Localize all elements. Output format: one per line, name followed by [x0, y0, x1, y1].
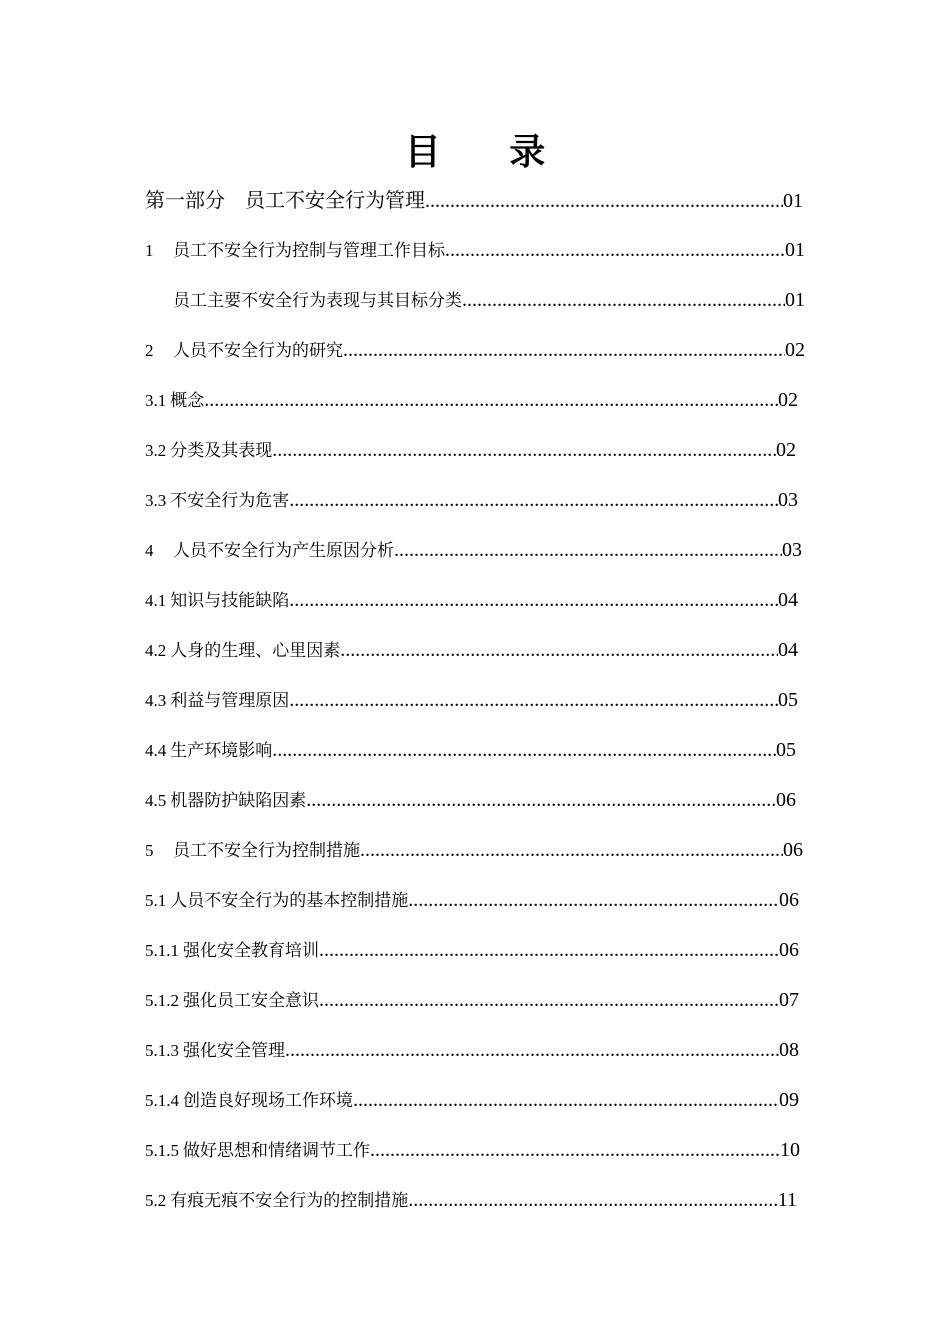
toc-entry-number: 5.1.4: [145, 1091, 179, 1110]
toc-page-number: 02: [776, 439, 796, 461]
toc-entry-4-4[interactable]: [145, 736, 796, 765]
toc-leader-dots: [289, 486, 778, 514]
toc-page-number: 07: [779, 989, 799, 1011]
toc-leader-dots: [289, 586, 778, 614]
toc-page-number: 03: [782, 539, 802, 561]
toc-entry-number: 5.1: [145, 891, 167, 910]
toc-page-number: 03: [778, 489, 798, 511]
toc-entry-text: 强化安全教育培训: [183, 941, 319, 961]
toc-entry-text: 不安全行为危害: [170, 491, 290, 511]
toc-page-number: 09: [779, 1089, 799, 1111]
toc-entry-4-1[interactable]: [145, 586, 798, 615]
toc-entry-number: 5.1.2: [145, 991, 179, 1010]
toc-page-number: 05: [776, 739, 796, 761]
toc-entry-text: 第一部分 员工不安全行为管理: [145, 188, 425, 212]
toc-entry-text: 做好思想和情绪调节工作: [183, 1141, 370, 1161]
toc-leader-dots: [408, 1186, 777, 1214]
toc-page-number: 11: [777, 1189, 797, 1211]
toc-entry-5-1-5[interactable]: [145, 1136, 800, 1165]
toc-entry-number: 4.3: [145, 691, 167, 710]
toc-entry-5-1-2[interactable]: [145, 986, 799, 1015]
toc-entry-4-3[interactable]: [145, 686, 798, 715]
toc-entry-number: 4.5: [145, 791, 167, 810]
toc-entry-number: 4.2: [145, 641, 167, 660]
toc-entry-number: 4: [145, 541, 154, 560]
toc-entry-number: 3.1: [145, 391, 167, 410]
toc-entry-text: 概念: [170, 391, 205, 411]
toc-entry-number: 5.1.5: [145, 1141, 179, 1160]
toc-page-number: 04: [778, 589, 798, 611]
toc-entry-5-1-1[interactable]: [145, 936, 799, 965]
toc-title: 目 录: [404, 131, 574, 173]
toc-page-number: 05: [778, 689, 798, 711]
toc-entry-text: 员工不安全行为控制与管理工作目标: [173, 241, 445, 261]
toc-entry-3-2[interactable]: [145, 436, 796, 465]
toc-leader-dots: [272, 736, 776, 764]
toc-entry-text: 知识与技能缺陷: [170, 591, 290, 611]
toc-entry-number: 5.2: [145, 1191, 167, 1210]
toc-entry-5-1-4[interactable]: [145, 1086, 799, 1115]
toc-entry-4-5[interactable]: [145, 786, 796, 815]
toc-entry-text: 人员不安全行为产生原因分析: [173, 541, 394, 561]
toc-page-number: 04: [778, 639, 798, 661]
toc-entry-text: 生产环境影响: [170, 741, 273, 761]
toc-entry-text: 人员不安全行为的研究: [173, 341, 343, 361]
toc-entry-number: 5: [145, 841, 154, 860]
toc-entry-number: 1: [145, 241, 154, 260]
toc-entry-number: 5.1.3: [145, 1041, 179, 1060]
toc-page-number: 02: [778, 389, 798, 411]
toc-entry-text: 利益与管理原因: [170, 691, 290, 711]
toc-entry-text: 有痕无痕不安全行为的控制措施: [170, 1191, 409, 1211]
toc-page-number: 01: [785, 239, 805, 261]
toc-leader-dots: [285, 1036, 779, 1064]
toc-entry-text: 分类及其表现: [170, 441, 273, 461]
toc-entry-3-1[interactable]: [145, 386, 798, 415]
toc-entry-number: 3.2: [145, 441, 167, 460]
toc-entry-number: 3.3: [145, 491, 167, 510]
toc-leader-dots: [462, 286, 785, 314]
toc-page-number: 10: [780, 1139, 800, 1161]
toc-page-number: 02: [785, 339, 805, 361]
toc-leader-dots: [360, 836, 783, 864]
toc-leader-dots: [319, 986, 779, 1014]
toc-entry-part-1[interactable]: [145, 186, 803, 215]
toc-entry-text: 机器防护缺陷因素: [170, 791, 307, 811]
toc-entry-1[interactable]: [145, 236, 805, 265]
toc-page-number: 06: [783, 839, 803, 861]
toc-entry-5[interactable]: [145, 836, 803, 865]
toc-entry-text: 人身的生理、心里因素: [170, 641, 341, 661]
toc-entry-text: 强化安全管理: [183, 1041, 285, 1061]
toc-page-number: 06: [779, 939, 799, 961]
toc-page-number: 06: [779, 889, 799, 911]
toc-leader-dots: [408, 886, 779, 914]
toc-entry-5-2[interactable]: [145, 1186, 797, 1215]
toc-leader-dots: [340, 636, 778, 664]
toc-entry-2[interactable]: [145, 336, 805, 365]
toc-entry-4[interactable]: [145, 536, 802, 565]
toc-entry-number: 2: [145, 341, 154, 360]
toc-entry-4-2[interactable]: [145, 636, 798, 665]
toc-entry-3-3[interactable]: [145, 486, 798, 515]
toc-page-number: 06: [776, 789, 796, 811]
toc-leader-dots: [272, 436, 776, 464]
toc-entry-text: 人员不安全行为的基本控制措施: [170, 891, 409, 911]
toc-entry-number: 4.4: [145, 741, 167, 760]
toc-leader-dots: [289, 686, 778, 714]
toc-leader-dots: [394, 536, 782, 564]
toc-leader-dots: [306, 786, 776, 814]
toc-entry-5-1-3[interactable]: [145, 1036, 799, 1065]
toc-entry-5-1[interactable]: [145, 886, 799, 915]
toc-entry-number: 4.1: [145, 591, 167, 610]
toc-leader-dots: [319, 936, 779, 964]
toc-page-number: 08: [779, 1039, 799, 1061]
toc-entry-text: 强化员工安全意识: [183, 991, 319, 1011]
toc-leader-dots: [204, 386, 778, 414]
toc-leader-dots: [353, 1086, 779, 1114]
toc-entry-text: 员工不安全行为控制措施: [173, 841, 360, 861]
toc-page-number: 01: [785, 289, 805, 311]
toc-leader-dots: [343, 336, 785, 364]
toc-entry-text: 员工主要不安全行为表现与其目标分类: [173, 291, 462, 311]
toc-entry-1-sub[interactable]: [173, 286, 805, 315]
toc-page-number: 01: [783, 190, 803, 212]
toc-leader-dots: [425, 187, 783, 215]
toc-entry-number: 5.1.1: [145, 941, 179, 960]
toc-entry-text: 创造良好现场工作环境: [183, 1091, 353, 1111]
toc-leader-dots: [445, 236, 785, 264]
toc-leader-dots: [370, 1136, 780, 1164]
